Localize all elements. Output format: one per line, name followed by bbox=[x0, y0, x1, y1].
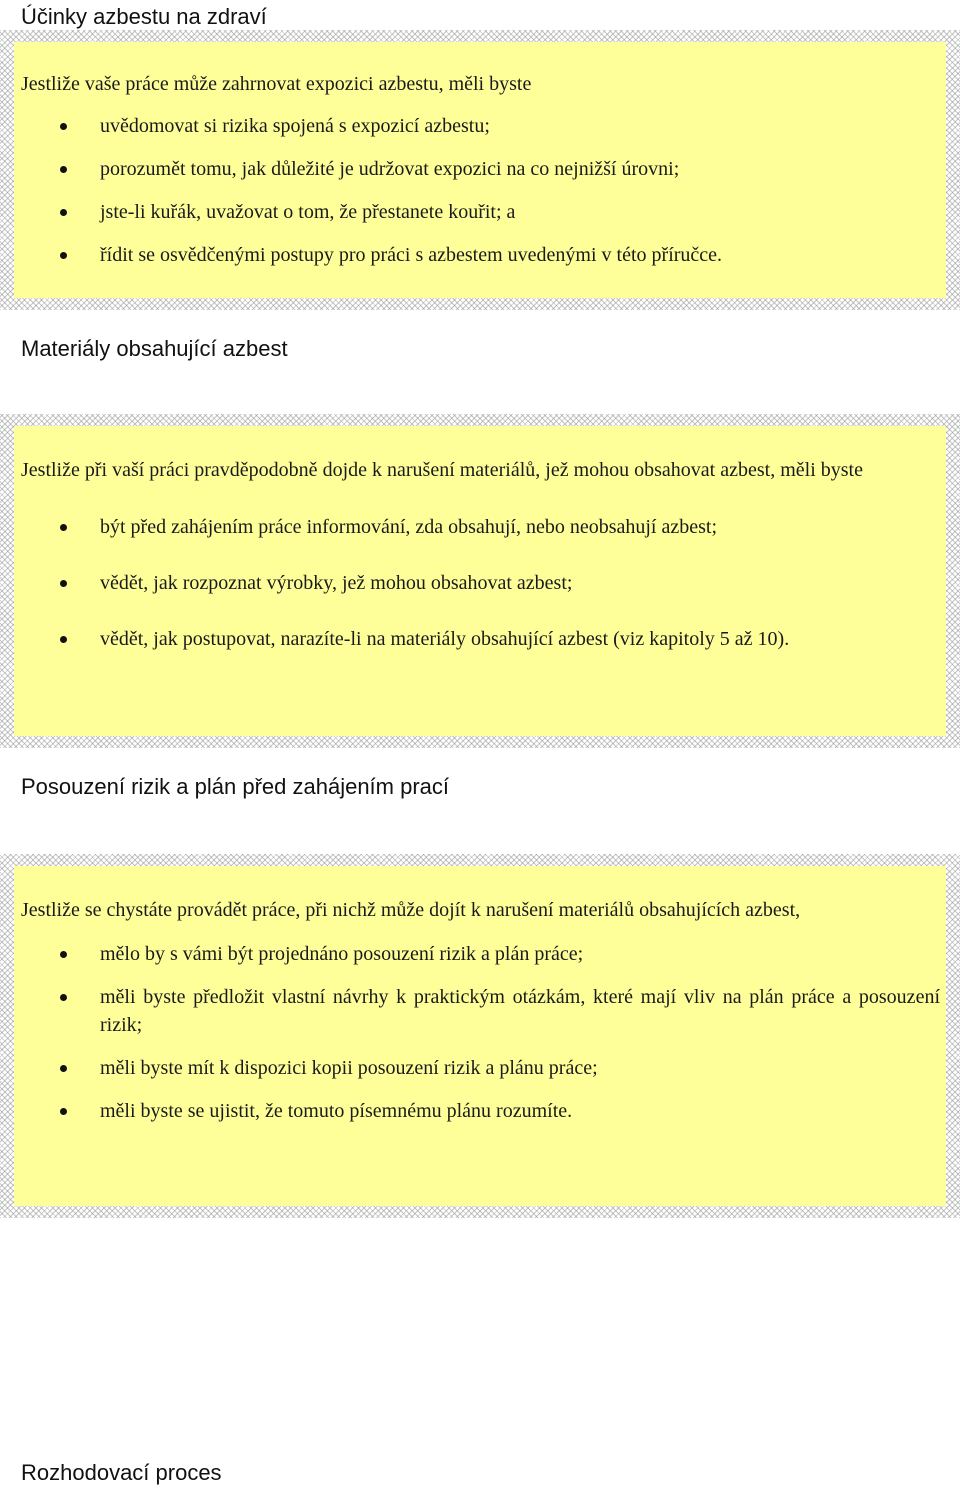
bullet-icon bbox=[60, 994, 67, 1001]
section-heading-asbestos-materials: Materiály obsahující azbest bbox=[21, 336, 288, 361]
list-item: uvědomovat si rizika spojená s expozicí azbestu; bbox=[21, 112, 940, 140]
list-item: řídit se osvědčenými postupy pro práci s azbestem uvedenými v této příručce. bbox=[21, 241, 940, 269]
bullet-icon bbox=[60, 252, 67, 259]
bullet-list bbox=[21, 940, 940, 1125]
section-heading-risk-assessment: Posouzení rizik a plán před zahájením prací bbox=[21, 774, 450, 799]
info-box-risk-assessment bbox=[0, 854, 960, 1218]
list-item: vědět, jak postupovat, narazíte-li na materiály obsahující azbest (viz kapitoly 5 až 10). bbox=[21, 625, 940, 653]
box-intro: Jestliže se chystáte provádět práce, při nichž může dojít k narušení materiálů obsahujících azbest, bbox=[21, 899, 801, 921]
list-item: být před zahájením práce informování, zda obsahují, nebo neobsahují azbest; bbox=[21, 513, 940, 541]
info-box-asbestos-materials bbox=[0, 414, 960, 748]
bullet-icon bbox=[60, 1065, 67, 1072]
info-box-inner bbox=[14, 42, 946, 298]
list-item: měli byste předložit vlastní návrhy k praktickým otázkám, které mají vliv na plán práce a posouzení rizik; bbox=[21, 983, 940, 1039]
bullet-list bbox=[21, 112, 940, 269]
bullet-icon bbox=[60, 166, 67, 173]
bullet-icon bbox=[60, 123, 67, 130]
bullet-icon bbox=[60, 580, 67, 587]
bullet-icon bbox=[60, 524, 67, 531]
bullet-icon bbox=[60, 636, 67, 643]
list-item: mělo by s vámi být projednáno posouzení rizik a plán práce; bbox=[21, 940, 940, 968]
info-box-inner bbox=[14, 426, 946, 736]
info-box-inner bbox=[14, 866, 946, 1206]
list-item: jste-li kuřák, uvažovat o tom, že přestanete kouřit; a bbox=[21, 198, 940, 226]
bullet-icon bbox=[60, 951, 67, 958]
box-intro: Jestliže vaše práce může zahrnovat expozici azbestu, měli byste bbox=[21, 73, 532, 95]
list-item: vědět, jak rozpoznat výrobky, jež mohou obsahovat azbest; bbox=[21, 569, 940, 597]
info-box-health-effects bbox=[0, 30, 960, 310]
box-intro: Jestliže při vaší práci pravděpodobně dojde k narušení materiálů, jež mohou obsahovat azbest, měli byste bbox=[21, 459, 863, 481]
list-item: porozumět tomu, jak důležité je udržovat expozici na co nejnižší úrovni; bbox=[21, 155, 940, 183]
section-heading-health-effects: Účinky azbestu na zdraví bbox=[21, 4, 267, 29]
bullet-icon bbox=[60, 1108, 67, 1115]
bullet-list bbox=[21, 513, 940, 653]
list-item: měli byste se ujistit, že tomuto písemnému plánu rozumíte. bbox=[21, 1097, 940, 1125]
bullet-icon bbox=[60, 209, 67, 216]
section-heading-decision-process: Rozhodovací proces bbox=[21, 1460, 222, 1485]
list-item: měli byste mít k dispozici kopii posouzení rizik a plánu práce; bbox=[21, 1054, 940, 1082]
